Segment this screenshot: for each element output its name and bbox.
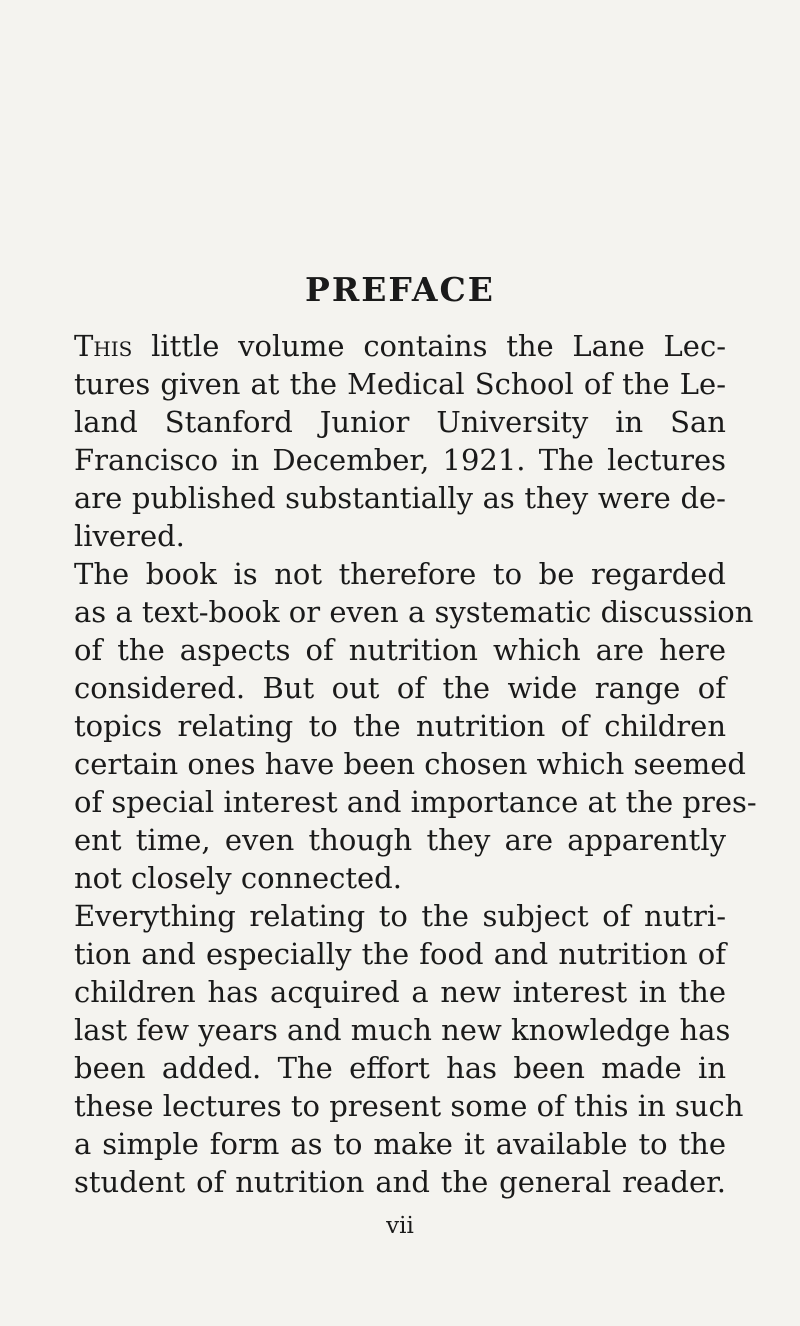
line-text: tion and especially the food and nutrition of (74, 937, 726, 971)
line-text: ent time, even though they are apparently (74, 823, 726, 857)
line-text: topics relating to the nutrition of children (74, 709, 726, 743)
small-caps-lead: This (74, 329, 133, 363)
line-text: of special interest and importance at the pres- (74, 785, 757, 819)
line-text: children has acquired a new interest in the (74, 975, 726, 1009)
text-line (74, 517, 726, 555)
line-text: not closely connected. (74, 861, 402, 895)
line-text: last few years and much new knowledge has (74, 1013, 731, 1047)
text-line (74, 707, 726, 745)
text-line (74, 441, 726, 479)
text-line (74, 745, 746, 783)
text-line (74, 479, 726, 517)
text-line (74, 821, 726, 859)
line-text: land Stanford Junior University in San (74, 405, 726, 439)
text-line (74, 1087, 744, 1125)
line-text: of the aspects of nutrition which are here (74, 633, 726, 667)
line-text: as a text-book or even a systematic discussion (74, 595, 754, 629)
line-text: Francisco in December, 1921. The lectures (74, 443, 726, 477)
line-text: little volume contains the Lane Lec- (132, 329, 726, 363)
text-line (74, 1125, 726, 1163)
line-text: are published substantially as they were de- (74, 481, 726, 515)
text-line (74, 783, 757, 821)
text-line (74, 631, 726, 669)
text-line (74, 593, 754, 631)
text-line (74, 327, 726, 365)
line-text: The book is not therefore to be regarded (74, 557, 726, 591)
text-line (74, 1049, 726, 1087)
line-text: tures given at the Medical School of the Le- (74, 367, 726, 401)
text-line (74, 859, 726, 897)
line-text: these lectures to present some of this in such (74, 1089, 744, 1123)
line-text: been added. The effort has been made in (74, 1051, 726, 1085)
text-line (74, 365, 726, 403)
line-text: a simple form as to make it available to the (74, 1127, 726, 1161)
page-number: vii (386, 1213, 414, 1239)
text-line (74, 973, 726, 1011)
text-line (74, 897, 726, 935)
page-heading: PREFACE (305, 270, 495, 309)
text-line (74, 555, 726, 593)
text-line (74, 669, 726, 707)
text-line (74, 403, 726, 441)
line-text: student of nutrition and the general reader. (74, 1165, 726, 1199)
text-line (74, 1011, 731, 1049)
line-text: considered. But out of the wide range of (74, 671, 726, 705)
line-text: Everything relating to the subject of nutri- (74, 899, 726, 933)
text-line (74, 935, 726, 973)
text-line (74, 1163, 726, 1201)
line-text: livered. (74, 519, 185, 553)
line-text: certain ones have been chosen which seemed (74, 747, 746, 781)
